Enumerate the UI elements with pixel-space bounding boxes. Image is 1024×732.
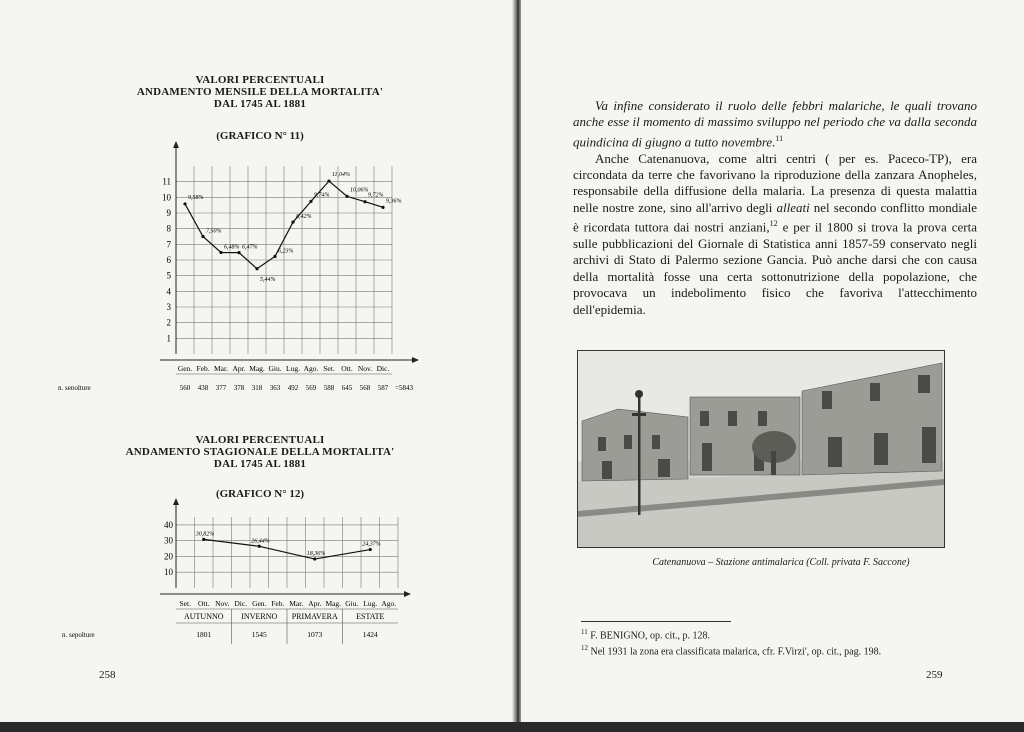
data-point	[313, 557, 316, 560]
footnote-number-11: 11	[581, 628, 588, 636]
data-label: 8,42%	[296, 214, 312, 221]
paragraph-malaria-season	[573, 98, 977, 151]
x-tick-label: Ago.	[381, 599, 397, 608]
x-tick-label: Dic.	[234, 599, 248, 608]
y-axis-arrow	[173, 498, 179, 505]
footnote-12	[581, 642, 1001, 658]
data-label: 11,04%	[332, 172, 351, 179]
data-point	[237, 251, 240, 254]
data-label: 26,44%	[251, 538, 270, 545]
x-axis-arrow	[404, 591, 411, 597]
paragraph-main-c: e per il 1800 si trova la prova certa sulle pubblicazioni del Giornale di Statistica anni 1857-59 conservato negli archivi di Stato di Palermo sezione Gancia. Può anche darsi che con causa della mortalità fosse una certa sottonutrizione della popolazione, che provocava un indebolimento fisico che favoriva l'attecchimento dell'epidemia.	[573, 219, 977, 317]
monthly-title-line-2: ANDAMENTO MENSILE DELLA MORTALITA'	[136, 86, 384, 98]
y-tick-label: 8	[166, 223, 171, 234]
seasonal-title-line-3: DAL 1745 AL 1881	[213, 458, 307, 470]
seasonal-chart-subtitle: (GRAFICO N° 12)	[215, 488, 305, 500]
data-point	[381, 206, 384, 209]
y-tick-label: 1	[166, 333, 171, 344]
row-value: 1801	[196, 630, 212, 639]
row-value: 587	[377, 384, 389, 390]
data-point	[255, 267, 258, 270]
paragraph-main-b: nel secondo conflitto mondiale è ricordata tuttora dai nostri anziani,	[573, 199, 977, 235]
row-label: n. sepolture	[58, 384, 91, 390]
right-page	[521, 0, 1024, 724]
x-tick-label: Set.	[323, 364, 335, 373]
seasonal-mortality-chart	[0, 495, 516, 655]
row-label: n. sepolture	[62, 631, 95, 639]
x-axis-arrow	[412, 357, 419, 363]
monthly-title-line-3: DAL 1745 AL 1881	[213, 98, 307, 110]
data-label: 9,58%	[188, 194, 204, 201]
y-tick-label: 30	[164, 535, 173, 546]
y-tick-label: 20	[164, 551, 173, 562]
x-tick-label: Dic.	[376, 364, 390, 373]
row-value: 588	[323, 384, 335, 390]
row-value: 645	[341, 384, 353, 390]
data-label: 10,06%	[350, 187, 369, 194]
footnote-text-12: Nel 1931 la zona era classificata malarica, cfr. F.Virzi', op. cit., pag. 198.	[590, 646, 882, 658]
data-label: 5,44%	[260, 276, 276, 283]
data-point	[202, 538, 205, 541]
scan-bottom-edge	[0, 722, 1024, 732]
row-total: =5843	[395, 384, 413, 390]
paragraph-main-a: Anche Catenanuova, come altri centri ( per es. Paceco-TP), era circondata da terre che favorivano la riproduzione della zanzara Anopheles, responsabile della diffusione della malaria. La presenza di questa malattia nelle nostre zone, sino all'arrivo degli	[573, 150, 977, 215]
x-tick-label: Mar.	[289, 599, 304, 608]
season-label: ESTATE	[356, 612, 385, 621]
footnotes	[581, 626, 1001, 659]
left-page	[0, 0, 516, 724]
x-tick-label: Feb.	[196, 364, 210, 373]
paragraph-main-italic: alleati	[776, 199, 810, 215]
row-value: 568	[359, 384, 371, 390]
x-tick-label: Mag.	[325, 599, 342, 608]
row-value: 560	[179, 384, 191, 390]
row-value: 569	[305, 384, 317, 390]
paragraph-catenanuova	[573, 151, 977, 318]
data-label: 24,37%	[362, 541, 381, 548]
body-text	[573, 98, 977, 318]
monthly-mortality-chart	[0, 140, 516, 390]
data-label: 9,74%	[314, 192, 330, 199]
data-point	[291, 220, 294, 223]
row-value: 438	[197, 384, 209, 390]
data-label: 9,72%	[368, 192, 384, 199]
x-tick-label: Set.	[179, 599, 191, 608]
x-tick-label: Feb.	[271, 599, 285, 608]
data-point	[309, 200, 312, 203]
row-value: 363	[269, 384, 281, 390]
y-tick-label: 2	[166, 317, 171, 328]
x-tick-label: Lug.	[286, 364, 300, 373]
footnote-ref-12: 12	[769, 219, 778, 229]
footnote-11	[581, 626, 1001, 642]
data-label: 6,23%	[278, 248, 294, 255]
x-tick-label: Mag.	[249, 364, 265, 373]
data-point	[201, 235, 204, 238]
season-label: AUTUNNO	[183, 612, 224, 621]
row-value: 1073	[307, 630, 323, 639]
monthly-title-line-1: VALORI PERCENTUALI	[195, 74, 325, 86]
row-value: 1424	[362, 630, 378, 639]
x-tick-label: Apr.	[308, 599, 322, 608]
x-tick-label: Nov.	[215, 599, 230, 608]
x-tick-label: Ago.	[303, 364, 319, 373]
footnote-divider	[581, 621, 731, 622]
footnote-ref-11: 11	[775, 133, 784, 143]
data-point	[273, 255, 276, 258]
data-label: 18,36%	[306, 551, 326, 558]
data-point	[369, 548, 372, 551]
paragraph-italic-text: Va infine considerato il ruolo delle febbri malariche, le quali trovano anche esse il momento di massimo sviluppo nel periodo che va dalla seconda quindicina di giugno a tutto novembre.	[573, 98, 977, 150]
y-tick-label: 10	[164, 567, 173, 578]
y-tick-label: 4	[166, 286, 171, 297]
seasonal-chart-title	[120, 434, 400, 470]
row-value: 377	[215, 384, 227, 390]
y-tick-label: 5	[166, 270, 171, 281]
data-point	[363, 200, 366, 203]
x-tick-label: Ott.	[198, 599, 210, 608]
data-label: 7,50%	[206, 228, 222, 235]
season-label: PRIMAVERA	[291, 612, 338, 621]
x-tick-label: Apr.	[232, 364, 246, 373]
data-point	[345, 195, 348, 198]
x-tick-label: Lug.	[363, 599, 378, 608]
row-value: 378	[233, 384, 245, 390]
y-tick-label: 7	[166, 239, 171, 250]
y-tick-label: 10	[162, 192, 171, 203]
data-point	[183, 202, 186, 205]
row-value: 1545	[251, 630, 267, 639]
footnote-text-11: F. BENIGNO, op. cit., p. 128.	[590, 630, 711, 642]
data-point	[327, 179, 330, 182]
y-tick-label: 3	[166, 302, 171, 312]
y-tick-label: 9	[166, 208, 171, 218]
y-tick-label: 40	[164, 519, 173, 530]
data-point	[219, 251, 222, 254]
seasonal-title-line-2: ANDAMENTO STAGIONALE DELLA MORTALITA'	[125, 446, 395, 458]
x-tick-label: Ott.	[341, 364, 353, 373]
season-label: INVERNO	[241, 612, 278, 621]
x-tick-label: Mar.	[214, 364, 228, 373]
photo-antimalaria-station	[577, 350, 945, 548]
x-tick-label: Gen.	[252, 599, 267, 608]
page-number-left: 258	[99, 669, 116, 681]
data-label: 6,48%	[224, 244, 240, 251]
page-number-right: 259	[926, 669, 943, 681]
data-point	[258, 545, 261, 548]
photo-caption: Catenanuova – Stazione antimalarica (Coll. privata F. Saccone)	[652, 557, 910, 568]
y-tick-label: 6	[166, 255, 171, 265]
data-label: 30,82%	[195, 531, 215, 538]
data-label: 6,47%	[242, 244, 258, 251]
y-tick-label: 11	[162, 176, 171, 187]
data-label: 9,36%	[386, 198, 402, 205]
x-tick-label: Giu.	[268, 364, 282, 373]
row-value: 492	[287, 384, 299, 390]
row-value: 318	[251, 384, 263, 390]
y-axis-arrow	[173, 141, 179, 148]
x-tick-label: Nov.	[357, 364, 373, 373]
monthly-chart-subtitle: (GRAFICO N° 11)	[216, 130, 304, 142]
x-tick-label: Gen.	[177, 364, 193, 373]
seasonal-title-line-1: VALORI PERCENTUALI	[195, 434, 325, 446]
monthly-chart-title	[120, 74, 400, 110]
footnote-number-12: 12	[581, 644, 588, 653]
x-tick-label: Giu.	[345, 599, 359, 608]
